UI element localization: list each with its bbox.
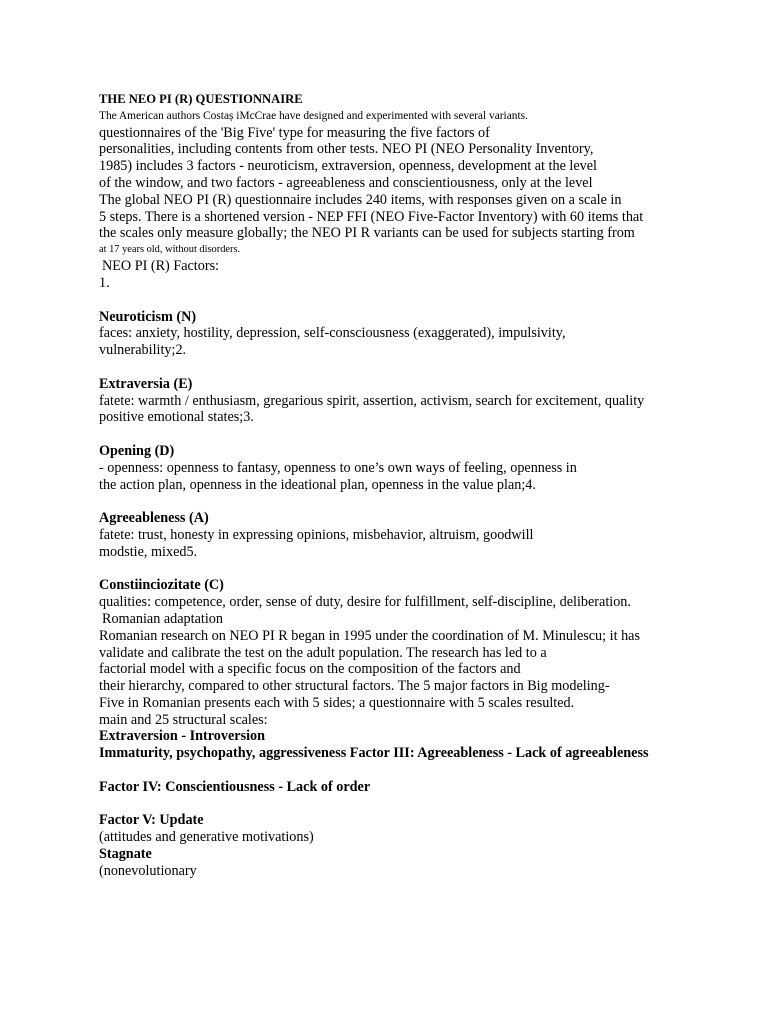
- factor-line: fatete: warmth / enthusiasm, gregarious spirit, assertion, activism, search for excitement, quality: [99, 392, 645, 409]
- factor-line: - openness: openness to fantasy, openness to one’s own ways of feeling, openness in: [99, 459, 577, 476]
- factor-line: vulnerability;2.: [99, 342, 187, 359]
- factor-heading: Neuroticism (N): [99, 308, 197, 325]
- adaptation-line: main and 25 structural scales:: [99, 711, 268, 728]
- factors-heading: NEO PI (R) Factors:: [102, 258, 220, 275]
- spacer: [99, 796, 749, 813]
- intro-line: questionnaires of the 'Big Five' type for measuring the five factors of: [99, 124, 490, 141]
- factor-line: faces: anxiety, hostility, depression, self-consciousness (exaggerated), impulsivity,: [99, 325, 566, 342]
- intro-line: 1985) includes 3 factors - neuroticism, extraversion, openness, development at the level: [99, 158, 597, 175]
- adaptation-heading: Romanian adaptation: [102, 610, 223, 627]
- document-page: [99, 91, 749, 880]
- factor-heading: Extraversia (E): [99, 375, 193, 392]
- factor-heading: Opening (D): [99, 442, 175, 459]
- spacer: [99, 359, 749, 376]
- adaptation-line: validate and calibrate the test on the adult population. The research has led to a: [99, 644, 547, 661]
- spacer: [99, 493, 749, 510]
- factor-line: qualities: competence, order, sense of duty, desire for fulfillment, self-discipline, deliberation.: [99, 594, 631, 611]
- document-title: THE NEO PI (R) QUESTIONNAIRE: [99, 92, 303, 106]
- intro-line: of the window, and two factors - agreeableness and conscientiousness, only at the level: [99, 174, 593, 191]
- intro-line: personalities, including contents from other tests. NEO PI (NEO Personality Inventory,: [99, 141, 594, 158]
- factor5-heading: Factor V: Update: [99, 812, 204, 829]
- adaptation-line: Five in Romanian presents each with 5 sides; a questionnaire with 5 scales resulted.: [99, 694, 575, 711]
- spacer: [99, 561, 749, 578]
- stagnate-heading: Stagnate: [99, 846, 152, 863]
- bold-line: Immaturity, psychopathy, aggressiveness Factor III: Agreeableness - Lack of agreeableness: [99, 745, 649, 762]
- factor-line: fatete: trust, honesty in expressing opinions, misbehavior, altruism, goodwill: [99, 526, 534, 543]
- intro-line: 5 steps. There is a shortened version - NEP FFI (NEO Five-Factor Inventory) with 60 items that: [99, 208, 644, 225]
- intro-line: The global NEO PI (R) questionnaire includes 240 items, with responses given on a scale in: [99, 191, 622, 208]
- factor5-note: (attitudes and generative motivations): [99, 829, 314, 846]
- adaptation-line: their hierarchy, compared to other structural factors. The 5 major factors in Big modeling-: [99, 678, 610, 695]
- factor-line: the action plan, openness in the ideational plan, openness in the value plan;4.: [99, 476, 536, 493]
- spacer: [99, 292, 749, 309]
- factor-heading: Constiinciozitate (C): [99, 577, 224, 594]
- bold-line: Extraversion - Introversion: [99, 728, 266, 745]
- spacer: [99, 762, 749, 779]
- adaptation-line: factorial model with a specific focus on the composition of the factors and: [99, 661, 521, 678]
- intro-line: the scales only measure globally; the NEO PI R variants can be used for subjects starting from: [99, 225, 635, 242]
- stagnate-note: (nonevolutionary: [99, 862, 197, 879]
- factor-line: positive emotional states;3.: [99, 409, 254, 426]
- spacer: [99, 426, 749, 443]
- factor-line: modstie, mixed5.: [99, 543, 198, 560]
- intro-small-line: The American authors Costaș iMcCrae have designed and experimented with several variants.: [99, 110, 528, 122]
- factor4-heading: Factor IV: Conscientiousness - Lack of order: [99, 778, 371, 795]
- intro-tiny-line: at 17 years old, without disorders.: [99, 244, 241, 256]
- factor-heading: Agreeableness (A): [99, 510, 209, 527]
- adaptation-line: Romanian research on NEO PI R began in 1995 under the coordination of M. Minulescu; it has: [99, 627, 640, 644]
- factors-number: 1.: [99, 274, 110, 291]
